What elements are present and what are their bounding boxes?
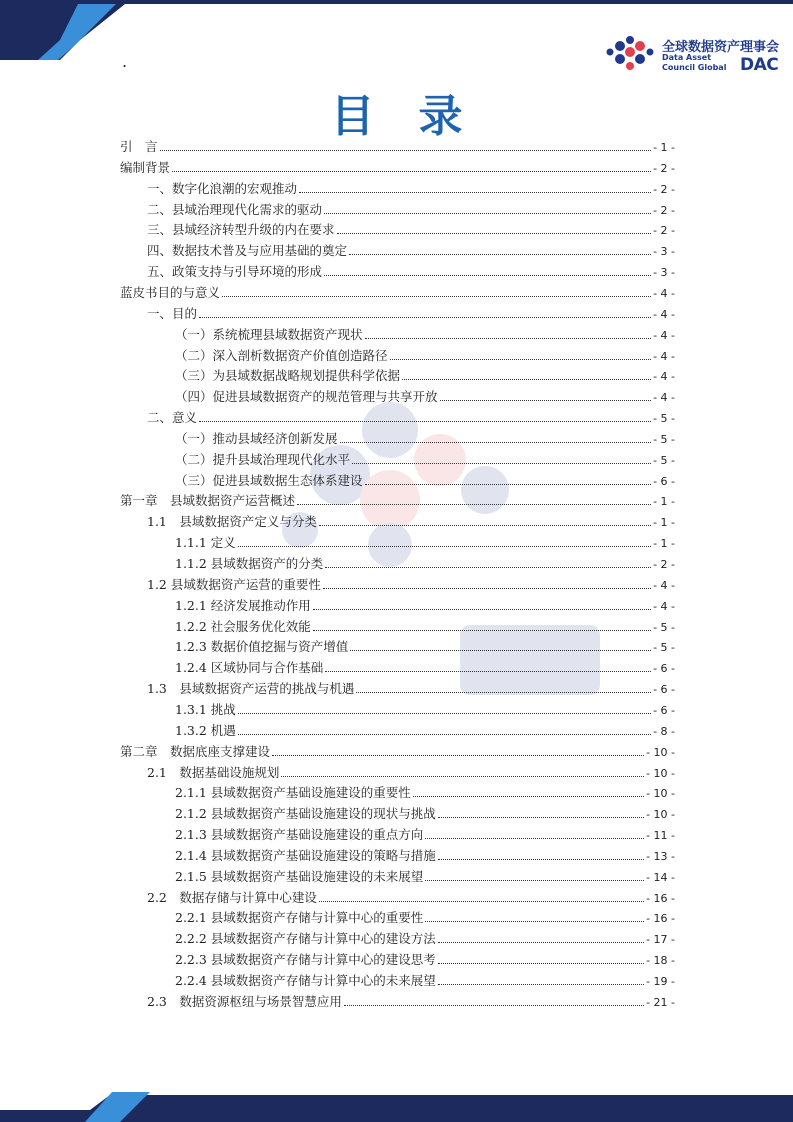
toc-entry[interactable] bbox=[175, 347, 675, 365]
toc-entry-label: 1.2.1 经济发展推动作用 bbox=[175, 597, 311, 613]
toc-entry[interactable] bbox=[120, 743, 675, 761]
toc-entry-label: 一、数字化浪潮的宏观推动 bbox=[147, 180, 298, 196]
toc-entry-label: 2.1.2 县域数据资产基础设施建设的现状与挑战 bbox=[175, 806, 436, 822]
toc-entry-page: - 6 - bbox=[653, 662, 675, 676]
toc-entry[interactable] bbox=[175, 638, 675, 656]
toc-entry-label: 第一章 县域数据资产运营概述 bbox=[120, 493, 296, 509]
toc-leader-dots bbox=[324, 275, 651, 276]
toc-entry-page: - 19 - bbox=[646, 975, 675, 988]
toc-entry-page: - 6 - bbox=[653, 474, 675, 488]
toc-entry-label: 一、目的 bbox=[147, 305, 198, 321]
toc-entry[interactable] bbox=[175, 451, 675, 469]
toc-leader-dots bbox=[160, 150, 652, 151]
toc-entry[interactable] bbox=[120, 284, 675, 302]
toc-entry[interactable] bbox=[175, 659, 675, 677]
toc-leader-dots bbox=[324, 213, 651, 214]
toc-entry[interactable] bbox=[175, 472, 675, 490]
toc-entry-page: - 17 - bbox=[646, 933, 675, 947]
toc-entry-page: - 2 - bbox=[653, 558, 675, 571]
toc-entry-page: - 13 - bbox=[646, 849, 675, 863]
toc-leader-dots bbox=[299, 192, 651, 193]
toc-entry-label: 2.1.5 县域数据资产基础设施建设的未来展望 bbox=[175, 868, 424, 884]
toc-entry-page: - 5 - bbox=[653, 412, 675, 426]
toc-entry-label: （二）提升县域治理现代化水平 bbox=[175, 451, 351, 467]
logo-en-line2: Council Global bbox=[662, 63, 727, 72]
toc-entry-label: （一）系统梳理县域数据资产现状 bbox=[175, 326, 363, 342]
toc-leader-dots bbox=[281, 776, 644, 777]
toc-entry-page: - 16 - bbox=[646, 891, 675, 905]
toc-leader-dots bbox=[356, 692, 651, 693]
toc-entry-page: - 4 - bbox=[653, 286, 675, 300]
toc-entry-page: - 4 - bbox=[653, 370, 675, 384]
toc-entry-label: 五、政策支持与引导环境的形成 bbox=[147, 264, 323, 280]
toc-entry-page: - 14 - bbox=[646, 870, 675, 884]
toc-entry-page: - 5 - bbox=[653, 641, 675, 655]
toc-entry-page: - 4 - bbox=[653, 578, 675, 592]
page-title: 目录 bbox=[330, 91, 507, 142]
toc-entry[interactable] bbox=[147, 201, 675, 219]
toc-leader-dots bbox=[337, 233, 652, 234]
toc-leader-dots bbox=[199, 317, 651, 318]
toc-entry[interactable] bbox=[147, 409, 675, 427]
toc-entry-page: - 10 - bbox=[646, 766, 675, 780]
toc-leader-dots bbox=[440, 400, 652, 401]
toc-entry-page: - 1 - bbox=[653, 495, 675, 509]
toc-entry[interactable] bbox=[147, 576, 675, 594]
toc-entry[interactable] bbox=[147, 680, 675, 698]
toc-entry-label: 蓝皮书目的与意义 bbox=[120, 284, 221, 300]
toc-leader-dots bbox=[340, 442, 652, 443]
toc-entry[interactable] bbox=[147, 221, 675, 239]
toc-entry[interactable] bbox=[175, 534, 675, 552]
toc-entry-page: - 16 - bbox=[646, 912, 675, 926]
toc-entry-label: 第二章 数据底座支撑建设 bbox=[120, 743, 271, 759]
toc-entry-page: - 1 - bbox=[653, 537, 675, 551]
toc-leader-dots bbox=[222, 296, 651, 297]
toc-leader-dots bbox=[238, 734, 651, 735]
logo-cn-name: 全球数据资产理事会 bbox=[662, 40, 780, 55]
toc-leader-dots bbox=[272, 755, 644, 756]
toc-entry-label: 1.2.2 社会服务优化效能 bbox=[175, 618, 311, 634]
toc-entry-label: 1.1.2 县域数据资产的分类 bbox=[175, 556, 324, 571]
toc-entry[interactable] bbox=[175, 597, 675, 615]
toc-entry-page: - 3 - bbox=[653, 245, 675, 259]
toc-entry-label: 1.3.1 挑战 bbox=[175, 701, 236, 717]
toc-entry[interactable] bbox=[120, 159, 675, 177]
toc-entry-page: - 10 - bbox=[646, 745, 675, 759]
toc-entry[interactable] bbox=[147, 180, 675, 198]
toc-leader-dots bbox=[438, 859, 644, 860]
toc-entry-label: 2.1 数据基础设施规划 bbox=[147, 764, 280, 780]
toc-leader-dots bbox=[238, 546, 651, 547]
toc-leader-dots bbox=[172, 171, 651, 172]
toc-entry-page: - 18 - bbox=[646, 954, 675, 968]
toc-entry[interactable] bbox=[120, 492, 675, 510]
toc-entry-page: - 2 - bbox=[653, 203, 675, 217]
toc-leader-dots bbox=[313, 630, 651, 631]
toc-entry[interactable] bbox=[147, 993, 675, 1011]
toc-entry[interactable] bbox=[175, 784, 675, 802]
toc-leader-dots bbox=[365, 484, 652, 485]
toc-entry-page: - 1 - bbox=[653, 516, 675, 530]
toc-entry[interactable] bbox=[175, 722, 675, 740]
toc-entry-label: 2.1.3 县域数据资产基础设施建设的重点方向 bbox=[175, 827, 424, 843]
toc-entry-label: 1.2.3 数据价值挖掘与资产增值 bbox=[175, 639, 349, 655]
toc-leader-dots bbox=[325, 671, 651, 672]
toc-entry-page: - 2 - bbox=[653, 161, 675, 175]
toc-entry-label: （一）推动县域经济创新发展 bbox=[175, 430, 338, 446]
toc-entry-label: 2.2 数据存储与计算中心建设 bbox=[147, 889, 317, 905]
toc-entry[interactable] bbox=[147, 305, 675, 323]
toc-entry[interactable] bbox=[147, 242, 675, 260]
toc-entry-page: - 10 - bbox=[646, 808, 675, 822]
toc-leader-dots bbox=[438, 963, 644, 964]
toc-entry-page: - 10 - bbox=[646, 787, 675, 801]
toc-leader-dots bbox=[297, 504, 651, 505]
toc-entry[interactable] bbox=[175, 430, 675, 448]
toc-entry-label: 1.1 县域数据资产定义与分类 bbox=[147, 514, 317, 530]
toc-entry-page: - 2 - bbox=[653, 182, 675, 196]
toc-entry-page: - 2 - bbox=[653, 224, 675, 238]
toc-entry-label: 1.3 县域数据资产运营的挑战与机遇 bbox=[147, 681, 355, 697]
toc-entry[interactable] bbox=[175, 868, 675, 886]
toc-entry[interactable] bbox=[175, 909, 675, 927]
toc-entry-page: - 4 - bbox=[653, 328, 675, 342]
toc-leader-dots bbox=[199, 421, 651, 422]
toc-leader-dots bbox=[349, 254, 651, 255]
toc-entry-label: 四、数据技术普及与应用基础的奠定 bbox=[147, 243, 348, 259]
toc-entry-label: 2.1.4 县域数据资产基础设施建设的策略与措施 bbox=[175, 847, 436, 863]
toc-leader-dots bbox=[438, 984, 644, 985]
toc-entry-label: 引 言 bbox=[120, 139, 158, 154]
toc-leader-dots bbox=[425, 880, 644, 881]
toc-leader-dots bbox=[313, 609, 651, 610]
toc-leader-dots bbox=[438, 942, 644, 943]
toc-entry-label: 二、意义 bbox=[147, 410, 198, 426]
toc-entry[interactable] bbox=[175, 701, 675, 719]
toc-entry[interactable] bbox=[175, 930, 675, 948]
toc-entry-label: 1.2 县域数据资产运营的重要性 bbox=[147, 576, 321, 592]
toc-entry-page: - 3 - bbox=[653, 266, 675, 280]
toc-leader-dots bbox=[413, 796, 644, 797]
toc-entry-page: - 1 - bbox=[653, 141, 675, 154]
toc-entry[interactable] bbox=[175, 618, 675, 636]
toc-entry[interactable] bbox=[175, 367, 675, 385]
toc-entry-label: （二）深入剖析数据资产价值创造路径 bbox=[175, 347, 388, 363]
toc-entry-label: 三、县域经济转型升级的内在要求 bbox=[147, 222, 335, 238]
toc-entry-label: 2.1.1 县域数据资产基础设施建设的重要性 bbox=[175, 785, 411, 801]
toc-entry[interactable] bbox=[175, 388, 675, 406]
toc-entry-page: - 11 - bbox=[646, 829, 675, 843]
toc-leader-dots bbox=[344, 1005, 644, 1006]
toc-entry-label: （四）促进县域数据资产的规范管理与共享开放 bbox=[175, 389, 438, 405]
toc-leader-dots bbox=[319, 525, 651, 526]
toc-entry[interactable] bbox=[147, 889, 675, 907]
toc-leader-dots bbox=[438, 817, 644, 818]
toc-leader-dots bbox=[402, 379, 651, 380]
toc-leader-dots bbox=[350, 650, 651, 651]
toc-entry-page: - 6 - bbox=[653, 683, 675, 697]
toc-entry-page: - 4 - bbox=[653, 307, 675, 321]
toc-entry-page: - 4 - bbox=[653, 349, 675, 363]
toc-entry-page: - 5 - bbox=[653, 620, 675, 634]
toc-leader-dots bbox=[319, 901, 644, 902]
toc-entry-page: - 5 - bbox=[653, 432, 675, 446]
header-mark: . bbox=[122, 52, 128, 71]
toc-leader-dots bbox=[238, 713, 651, 714]
toc-leader-dots bbox=[352, 463, 651, 464]
toc-entry-label: 二、县域治理现代化需求的驱动 bbox=[147, 201, 323, 217]
footer-decoration bbox=[0, 1077, 793, 1122]
toc-entry-page: - 4 - bbox=[653, 599, 675, 613]
toc-leader-dots bbox=[425, 838, 644, 839]
toc-entry-label: 2.2.4 县域数据资产存储与计算中心的未来展望 bbox=[175, 973, 436, 988]
toc-leader-dots bbox=[390, 359, 652, 360]
toc-entry-label: 1.2.4 区域协同与合作基础 bbox=[175, 660, 324, 676]
toc-entry[interactable] bbox=[175, 951, 675, 969]
toc-entry[interactable] bbox=[147, 764, 675, 782]
toc-entry-label: 1.1.1 定义 bbox=[175, 535, 236, 551]
toc-leader-dots bbox=[325, 567, 651, 568]
toc-entry-page: - 21 - bbox=[646, 995, 675, 1009]
toc-entry[interactable] bbox=[175, 972, 675, 990]
dac-logo-icon bbox=[600, 32, 660, 76]
toc-leader-dots bbox=[365, 338, 652, 339]
toc-entry-page: - 4 - bbox=[653, 391, 675, 405]
toc-entry-label: 2.2.2 县域数据资产存储与计算中心的建设方法 bbox=[175, 931, 436, 947]
toc-entry-page: - 5 - bbox=[653, 453, 675, 467]
toc-entry[interactable] bbox=[175, 555, 675, 573]
toc-entry-label: 2.2.1 县域数据资产存储与计算中心的重要性 bbox=[175, 910, 424, 926]
toc-entry-label: 2.2.3 县域数据资产存储与计算中心的建设思考 bbox=[175, 952, 436, 968]
toc-entry-page: - 8 - bbox=[653, 724, 675, 738]
toc-entry[interactable] bbox=[147, 513, 675, 531]
toc-entry[interactable] bbox=[120, 138, 675, 156]
toc-entry-label: 2.3 数据资源枢纽与场景智慧应用 bbox=[147, 993, 342, 1009]
toc-leader-dots bbox=[425, 921, 644, 922]
toc-entry[interactable] bbox=[175, 326, 675, 344]
toc-entry[interactable] bbox=[175, 826, 675, 844]
toc-entry-label: 编制背景 bbox=[120, 159, 171, 175]
logo-en-line1: Data Asset bbox=[662, 53, 712, 62]
toc-entry-label: （三）为县域数据战略规划提供科学依据 bbox=[175, 368, 401, 384]
toc-leader-dots bbox=[323, 588, 651, 589]
logo-en-name bbox=[662, 53, 732, 73]
toc-entry-label: 1.3.2 机遇 bbox=[175, 722, 236, 738]
toc-entry-page: - 6 - bbox=[653, 703, 675, 717]
logo-abbr: DAC bbox=[740, 55, 779, 75]
toc-entry-label: （三）促进县域数据生态体系建设 bbox=[175, 472, 363, 488]
toc-entry[interactable] bbox=[147, 263, 675, 281]
toc-entry[interactable] bbox=[175, 805, 675, 823]
toc-entry[interactable] bbox=[175, 847, 675, 865]
